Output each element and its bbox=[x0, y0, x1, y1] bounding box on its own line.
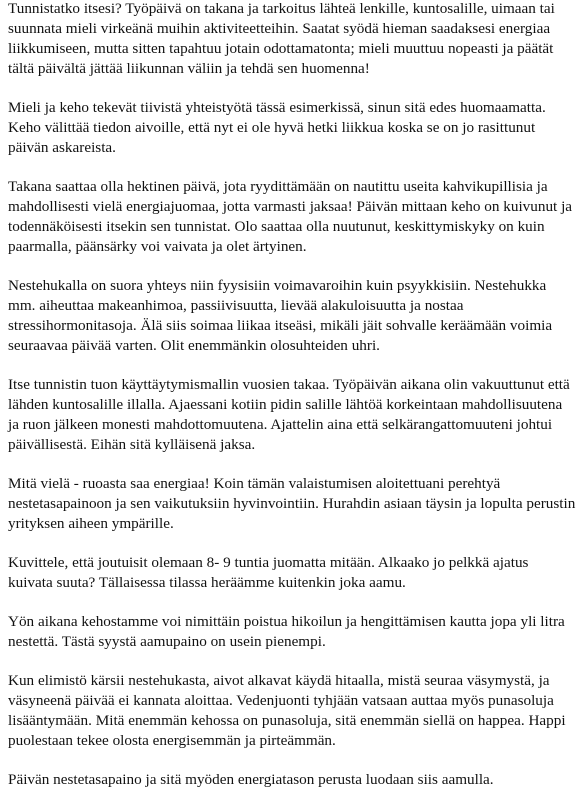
paragraph-hectic-day: Takana saattaa olla hektinen päivä, jota ryydittämään on nautittu useita kahvikupillisia ja mahdollisesti vielä energiajuomaa, jotta varmasti jaksaa! Päivän mittaan keho on kuivunut ja todennäköisesti itsekin sen tunnistat. Olo saattaa olla nuutunut, keskittymiskyky on kuin paarmalla, päänsärky voi vaivata ja olet ärtyinen. bbox=[8, 178, 573, 255]
paragraph-dehydration-effects: Nestehukalla on suora yhteys niin fyysisiin voimavaroihin kuin psyykkisiin. Nestehukka mm. aiheuttaa makeanhimoa, passiivisuutta, lievää alakuloisuutta ja nostaa stressihormonitasoja. Älä siis soimaa liikaa itseäsi, mikäli jäit sohvalle keräämään voimia seuraavaa päivää varten. Olit enemmänkin olosuhteiden uhri. bbox=[8, 277, 553, 354]
paragraph-morning-water: Kun elimistö kärsii nestehukasta, aivot alkavat käydä hitaalla, mistä seuraa väsymystä, ja väsyneenä päivää ei kannata aloittaa. Vedenjuonti tyhjään vatsaan auttaa myös punasoluja lisääntymään. Mitä enemmän kehossa on punasoluja, sitä enemmän siellä on happea. Happi puolestaan tekee olosta energisemmän ja pirteämmän. bbox=[8, 672, 566, 749]
paragraph-mind-body: Mieli ja keho tekevät tiivistä yhteistyötä tässä esimerkissä, sinun sitä edes huomaamatta. Keho välittää tiedon aivoille, että nyt ei ole hyvä hetki liikkua koska se on jo rasittunut päivän askareista. bbox=[8, 99, 546, 156]
paragraph-energy-realization: Mitä vielä - ruoasta saa energiaa! Koin tämän valaistumisen aloitettuani perehtyä nestetasapainoon ja sen vaikutuksiin hyvinvointiin. Hurahdin asiaan täysin ja lopulta perustin yrityksen aiheen ympärille. bbox=[8, 475, 576, 532]
paragraph-imagine: Kuvittele, että joutuisit olemaan 8- 9 tuntia juomatta mitään. Alkaako jo pelkkä ajatus kuivata suuta? Tällaisessa tilassa heräämme kuitenkin joka aamu. bbox=[8, 554, 529, 591]
paragraph-intro: Tunnistatko itsesi? Työpäivä on takana ja tarkoitus lähteä lenkille, kuntosalille, uimaan tai suunnata mieli virkeänä muihin aktiviteetteihin. Saatat syödä hieman saadaksesi energiaa liikkumiseen, mutta sitten tapahtuu jotain odottamatonta; mieli muuttuu nopeasti ja päätät tältä päivältä jättää liikunnan väliin ja tehdä sen huomenna! bbox=[8, 0, 555, 77]
paragraph-conclusion: Päivän nestetasapaino ja sitä myöden energiatason perusta luodaan siis aamulla. bbox=[8, 771, 494, 788]
paragraph-personal-story: Itse tunnistin tuon käyttäytymismallin vuosien takaa. Työpäivän aikana olin vakuuttunut että lähden kuntosalille illalla. Ajaessani kotiin pidin salille lähtöä korkeintaan mahdollisuutena ja ruon jälkeen monesti mahdottomuutena. Ajattelin aina että selkärangattomuuteni johtui päivällisestä. Eihän sitä kylläisenä jaksa. bbox=[8, 376, 570, 453]
paragraph-night-loss: Yön aikana kehostamme voi nimittäin poistua hikoilun ja hengittämisen kautta jopa yli litra nestettä. Tästä syystä aamupaino on usein pienempi. bbox=[8, 613, 565, 650]
